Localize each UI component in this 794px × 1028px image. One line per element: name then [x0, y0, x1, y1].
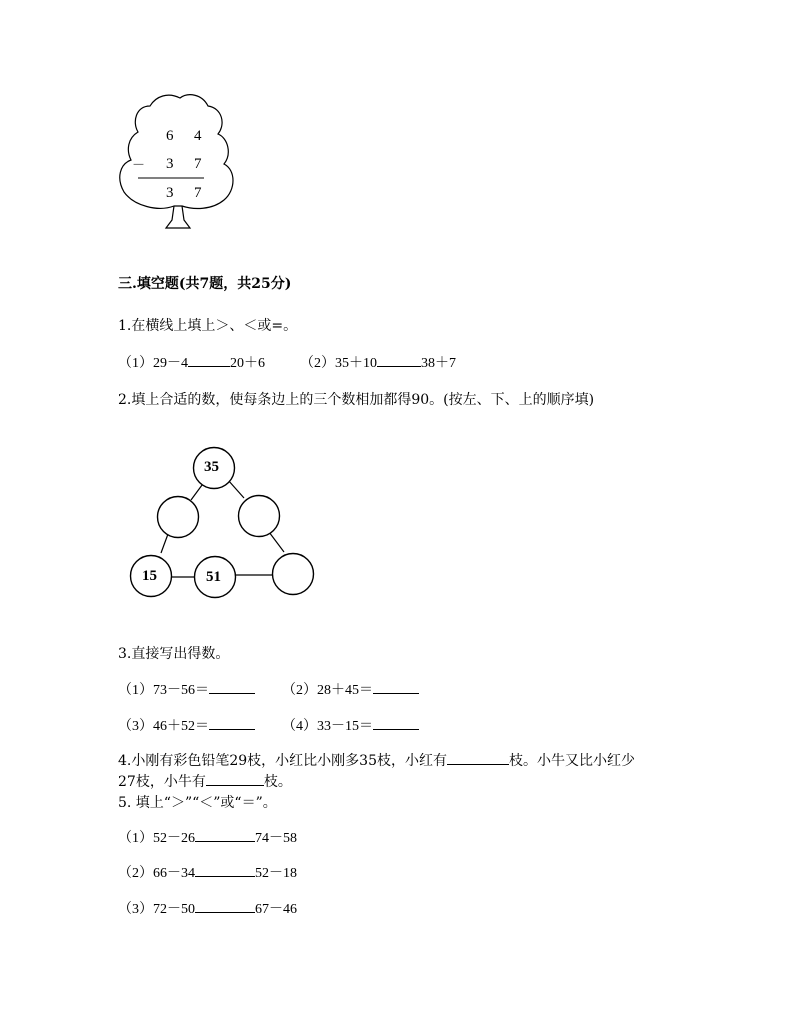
tree-minus-sign: － [132, 157, 146, 172]
q1-item-2 [300, 352, 456, 372]
q3-item-3-num: （3） [118, 719, 153, 734]
q3-item-1-expr: 73－56＝ [153, 683, 209, 698]
q1-item-1-blank[interactable] [188, 354, 230, 367]
circle-bottom-right-empty[interactable] [273, 554, 314, 595]
q5-item-2-num: （2） [118, 866, 153, 881]
q3-item-1 [118, 679, 255, 699]
q3-item-1-num: （1） [118, 683, 153, 698]
q5-item-1-left: 52－26 [153, 831, 195, 846]
q5-item-1-num: （1） [118, 831, 153, 846]
q1-prompt: 1.在横线上填上＞、＜或=。 [118, 318, 298, 334]
circle-bottom-mid-value: 51 [206, 569, 221, 585]
q5-item-2-blank[interactable] [195, 864, 255, 877]
q2-prompt: 2.填上合适的数，使每条边上的三个数相加都得90。(按左、下、上的顺序填) [118, 392, 595, 408]
q4-line-1 [118, 750, 635, 770]
q5-item-3-blank[interactable] [195, 900, 255, 913]
q5-item-3-left: 72－50 [153, 902, 195, 917]
tree-subtraction-figure [118, 94, 238, 234]
q3-item-4-expr: 33－15＝ [317, 719, 373, 734]
q1-item-1-num: （1） [118, 356, 153, 371]
q3-item-3 [118, 715, 255, 735]
q5-item-1-blank[interactable] [195, 829, 255, 842]
circle-top-value: 35 [204, 459, 219, 475]
q3-item-2 [282, 679, 419, 699]
section-title: 三.填空题(共7题，共25分) [118, 276, 292, 292]
q4-part-4: 枝。 [263, 774, 292, 790]
circle-left-empty[interactable] [158, 497, 199, 538]
q5-item-1-right: 74－58 [255, 831, 297, 846]
q5-item-2-left: 66－34 [153, 866, 195, 881]
q3-item-4 [282, 715, 419, 735]
q1-item-2-blank[interactable] [377, 354, 421, 367]
q1-item-2-num: （2） [300, 356, 335, 371]
q4-part-3: 27枝，小牛有 [118, 774, 206, 790]
circle-bottom-left-value: 15 [142, 568, 157, 584]
q1-item-2-right: 38＋7 [421, 356, 456, 371]
q5-item-1 [118, 827, 297, 847]
q5-item-3 [118, 898, 297, 918]
tree-row1-tens: 6 [166, 128, 174, 144]
q3-item-2-num: （2） [282, 683, 317, 698]
q1-item-2-left: 35＋10 [335, 356, 377, 371]
q5-item-2-right: 52－18 [255, 866, 297, 881]
tree-row2-tens: 3 [166, 156, 174, 172]
q3-item-4-num: （4） [282, 719, 317, 734]
q4-blank-1[interactable] [447, 752, 509, 765]
tree-result-tens: 3 [166, 185, 174, 201]
tree-result-ones: 7 [194, 185, 202, 201]
tree-row2-ones: 7 [194, 156, 202, 172]
q4-blank-2[interactable] [206, 773, 264, 786]
q1-item-1 [118, 352, 265, 372]
triangle-circles-figure [126, 442, 322, 602]
q3-item-4-blank[interactable] [373, 717, 419, 730]
q4-part-1: 4.小刚有彩色铅笔29枝，小红比小刚多35枝，小红有 [118, 753, 447, 769]
tree-row1-ones: 4 [194, 128, 202, 144]
q3-item-3-blank[interactable] [209, 717, 255, 730]
q5-item-3-num: （3） [118, 902, 153, 917]
q1-item-1-right: 20＋6 [230, 356, 265, 371]
circle-right-empty[interactable] [239, 496, 280, 537]
q5-item-2 [118, 862, 297, 882]
q5-item-3-right: 67－46 [255, 902, 297, 917]
q3-item-2-blank[interactable] [373, 681, 419, 694]
q5-prompt: 5. 填上“＞”“＜”或“＝”。 [118, 795, 277, 811]
q3-prompt: 3.直接写出得数。 [118, 646, 230, 662]
q3-item-1-blank[interactable] [209, 681, 255, 694]
q4-part-2: 枝。小牛又比小红少 [509, 753, 635, 769]
q3-item-2-expr: 28＋45＝ [317, 683, 373, 698]
q3-item-3-expr: 46＋52＝ [153, 719, 209, 734]
q4-line-2 [118, 771, 292, 791]
q1-item-1-left: 29－4 [153, 356, 188, 371]
